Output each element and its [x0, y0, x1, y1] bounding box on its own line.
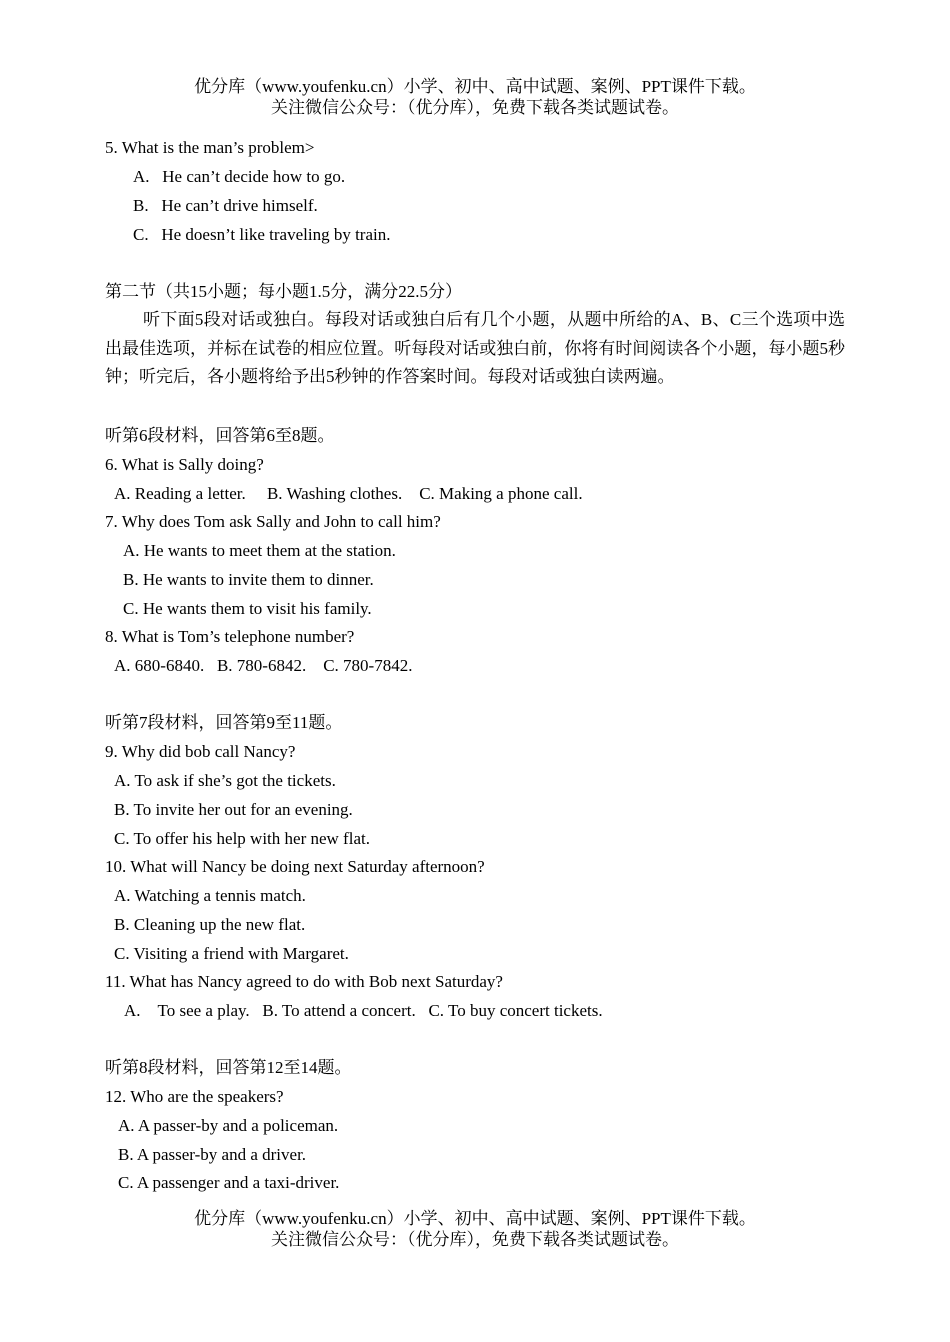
q9-option-b: B. To invite her out for an evening. — [114, 800, 353, 819]
q7-option-b: B. He wants to invite them to dinner. — [123, 570, 374, 589]
q8-stem: 8. What is Tom’s telephone number? — [105, 627, 355, 646]
q11-options: A. To see a play. B. To attend a concert. C. To buy concert tickets. — [124, 1001, 603, 1020]
q10-option-a: A. Watching a tennis match. — [114, 886, 306, 905]
section2-instructions: 听下面5段对话或独白。每段对话或独白后有几个小题，从题中所给的A、B、C三个选项中选出最佳选项，并标在试卷的相应位置。听每段对话或独白前，你将有时间阅读各个小题，每小题5秒钟；听完后，各小题将给予出5秒钟的作答案时间。每段对话或独白读两遍。 — [105, 310, 845, 387]
page-footer — [0, 1208, 950, 1250]
footer-line-2: 关注微信公众号：（优分库），免费下载各类试题试卷。 — [271, 1230, 679, 1249]
q9-stem: 9. Why did bob call Nancy? — [105, 742, 296, 761]
q7-option-a: A. He wants to meet them at the station. — [123, 541, 396, 560]
q8-options: A. 680-6840. B. 780-6842. C. 780-7842. — [114, 656, 413, 675]
q5-option-b: B. He can’t drive himself. — [133, 196, 318, 215]
section2-title: 第二节（共15小题；每小题1.5分，满分22.5分） — [105, 282, 462, 301]
q9-option-c: C. To offer his help with her new flat. — [114, 829, 370, 848]
q6-stem: 6. What is Sally doing? — [105, 455, 264, 474]
q10-option-b: B. Cleaning up the new flat. — [114, 915, 306, 934]
q10-option-c: C. Visiting a friend with Margaret. — [114, 944, 349, 963]
header-line-2: 关注微信公众号：（优分库），免费下载各类试题试卷。 — [271, 98, 679, 117]
q11-stem: 11. What has Nancy agreed to do with Bob next Saturday? — [105, 972, 503, 991]
part6-intro: 听第6段材料，回答第6至8题。 — [105, 426, 335, 445]
q5-stem: 5. What is the man’s problem> — [105, 138, 315, 157]
q12-option-a: A. A passer-by and a policeman. — [118, 1116, 339, 1135]
q6-options: A. Reading a letter. B. Washing clothes. C. Making a phone call. — [114, 484, 583, 503]
q7-option-c: C. He wants them to visit his family. — [123, 599, 372, 618]
q12-option-b: B. A passer-by and a driver. — [118, 1145, 307, 1164]
page-header — [0, 76, 950, 118]
footer-line-1: 优分库（www.youfenku.cn）小学、初中、高中试题、案例、PPT课件下载。 — [194, 1209, 756, 1228]
q12-stem: 12. Who are the speakers? — [105, 1087, 284, 1106]
part8-intro: 听第8段材料，回答第12至14题。 — [105, 1058, 352, 1077]
q7-stem: 7. Why does Tom ask Sally and John to call him? — [105, 512, 441, 531]
q12-option-c: C. A passenger and a taxi-driver. — [118, 1173, 340, 1192]
q9-option-a: A. To ask if she’s got the tickets. — [114, 771, 336, 790]
q5-option-a: A. He can’t decide how to go. — [133, 167, 346, 186]
part7-intro: 听第7段材料，回答第9至11题。 — [105, 713, 343, 732]
header-line-1: 优分库（www.youfenku.cn）小学、初中、高中试题、案例、PPT课件下载。 — [194, 77, 756, 96]
q5-option-c: C. He doesn’t like traveling by train. — [133, 225, 391, 244]
q10-stem: 10. What will Nancy be doing next Saturday afternoon? — [105, 857, 485, 876]
